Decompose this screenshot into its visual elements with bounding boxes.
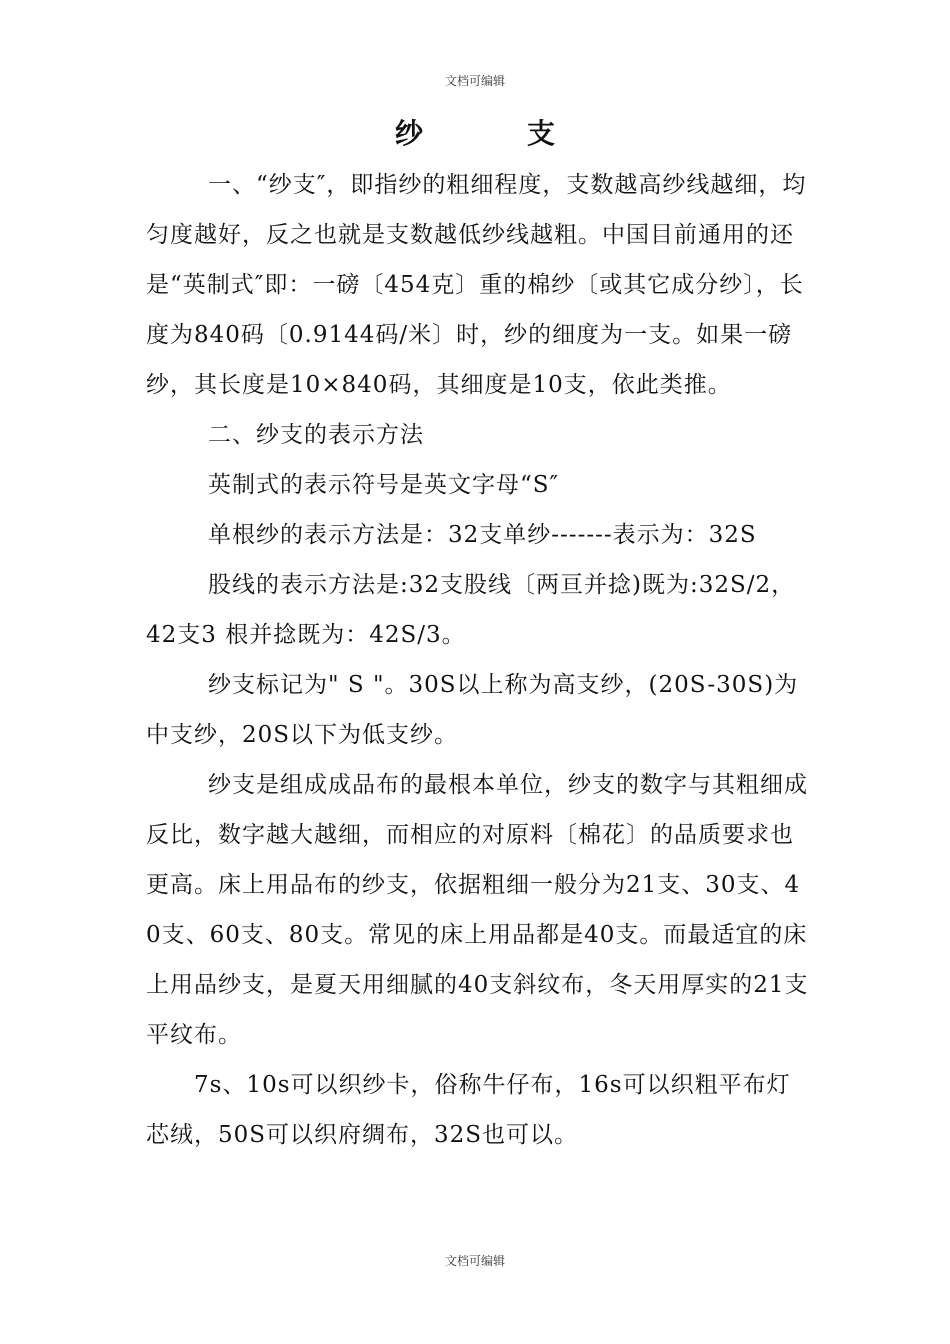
paragraph-bedding: 纱支是组成成品布的最根本单位，纱支的数字与其粗细成反比，数字越大越细，而相应的对原料〔棉花〕的品质要求也更高。床上用品布的纱支，依据粗细一般分为21支、30支、40支、60支、80支。常见的床上用品都是40支。而最适宜的床上用品纱支，是夏天用细腻的40支斜纹布，冬天用厚实的21支平纹布。 xyxy=(146,772,809,1048)
paragraph-definition: 一、“纱支″，即指纱的粗细程度，支数越高纱线越细，均匀度越好，反之也就是支数越低纱线越粗。中国目前通用的还是“英制式″即：一磅〔454克〕重的棉纱〔或其它成分纱〕，长度为840码〔0.9144码/米〕时，纱的细度为一支。如果一磅纱，其长度是10×840码，其细度是10支，依此类推。 xyxy=(146,172,807,398)
paragraph-fabric-uses: 7s、10s可以织纱卡，俗称牛仔布，16s可以织粗平布灯芯绒，50S可以织府绸布，32S也可以。 xyxy=(146,1072,791,1148)
paragraph-count-grades: 纱支标记为" S "。30S以上称为高支纱，(20S-30S)为中支纱，20S以下为低支纱。 xyxy=(146,672,799,748)
page-footer: 文档可编辑 xyxy=(444,1254,505,1268)
page-title: 纱 支 xyxy=(394,117,593,150)
page-header: 文档可编辑 xyxy=(444,74,505,88)
paragraph-section-heading: 二、纱支的表示方法 xyxy=(208,422,424,448)
paragraph-single-yarn: 单根纱的表示方法是：32支单纱-------表示为：32S xyxy=(208,522,757,548)
document-body xyxy=(146,160,810,1160)
paragraph-ply-yarn: 股线的表示方法是:32支股线〔两亘并捻)既为:32S/2，42支3 根并捻既为：42S/3。 xyxy=(146,572,796,648)
paragraph-symbol: 英制式的表示符号是英文字母“S″ xyxy=(208,472,560,498)
